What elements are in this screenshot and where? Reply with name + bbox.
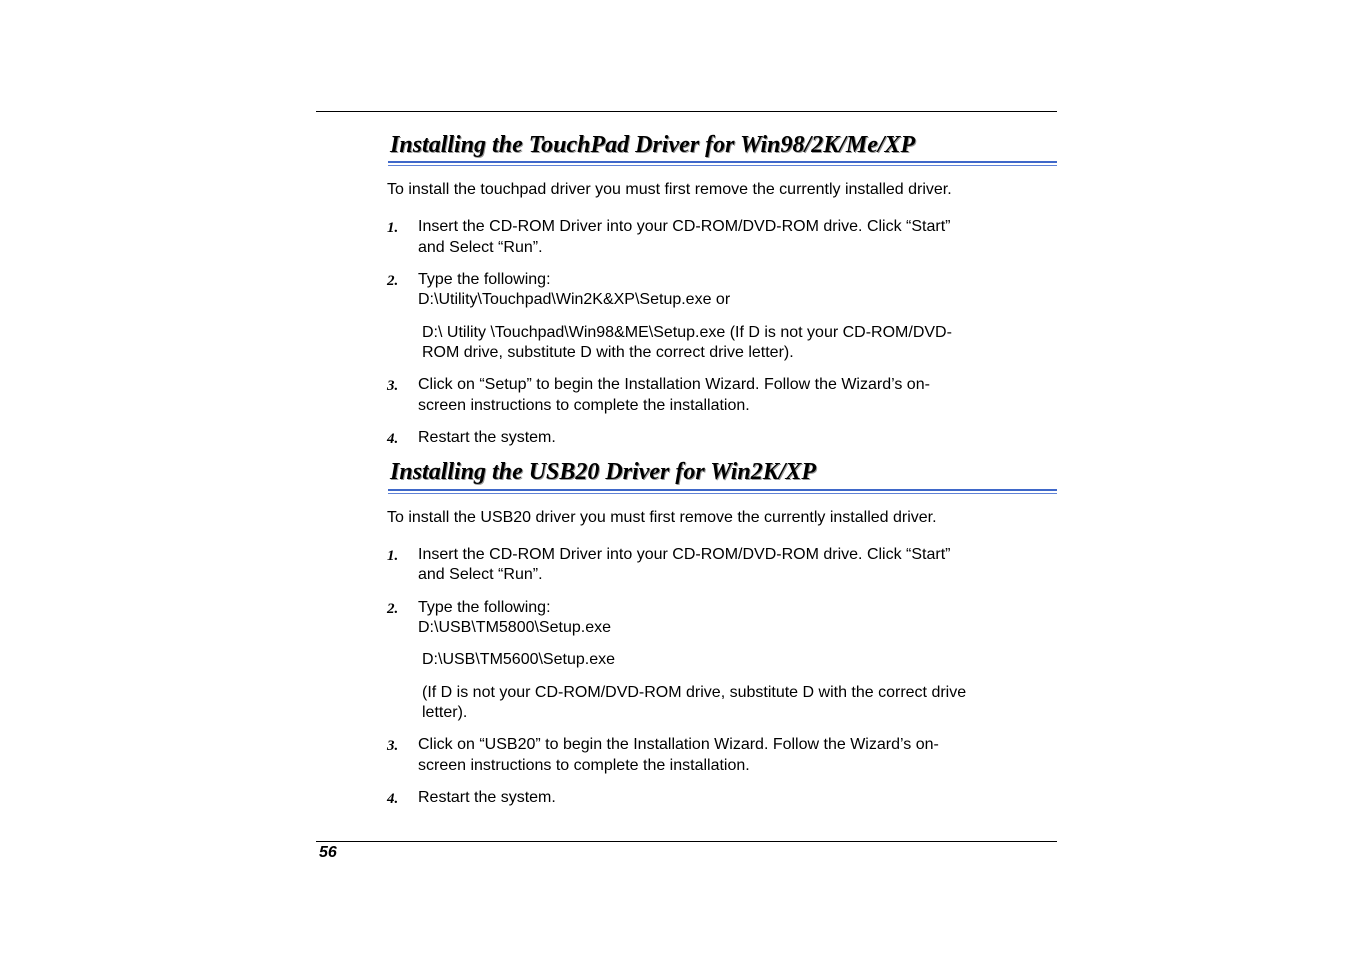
step-number: 3. [387,378,399,394]
step-note: ROM drive, substitute D with the correct drive letter). [422,344,794,361]
step-number: 3. [387,738,399,754]
step-text: Click on “USB20” to begin the Installation Wizard. Follow the Wizard’s on- [418,736,939,753]
section-title-touchpad: Installing the TouchPad Driver for Win98/2K/Me/XP [390,132,916,158]
step-text: Insert the CD-ROM Driver into your CD-ROM/DVD-ROM drive. Click “Start” [418,218,951,235]
step-path: D:\Utility\Touchpad\Win2K&XP\Setup.exe or [418,291,731,308]
step-text: screen instructions to complete the installation. [418,397,750,414]
step-text: Click on “Setup” to begin the Installation Wizard. Follow the Wizard’s on- [418,376,930,393]
step-path: D:\USB\TM5800\Setup.exe [418,619,611,636]
step-text: Insert the CD-ROM Driver into your CD-ROM/DVD-ROM drive. Click “Start” [418,546,951,563]
step-note: (If D is not your CD-ROM/DVD-ROM drive, substitute D with the correct drive [422,684,967,701]
step-number: 2. [387,273,399,289]
section-title-usb20: Installing the USB20 Driver for Win2K/XP [390,459,817,485]
step-number: 1. [387,548,399,564]
section-intro: To install the USB20 driver you must first remove the currently installed driver. [387,509,937,526]
title-underline-thin [388,493,1057,494]
step-text: screen instructions to complete the installation. [418,757,750,774]
title-underline-thin [388,165,1057,166]
step-number: 4. [387,431,399,447]
step-text: Type the following: [418,599,551,616]
footer-rule [316,841,1057,842]
step-note: letter). [422,704,468,721]
step-note: D:\ Utility \Touchpad\Win98&ME\Setup.exe (If D is not your CD-ROM/DVD- [422,324,952,341]
step-text: and Select “Run”. [418,566,543,583]
step-text: and Select “Run”. [418,239,543,256]
page-number: 56 [319,844,337,861]
header-rule [316,111,1057,112]
step-number: 2. [387,601,399,617]
step-number: 4. [387,791,399,807]
section-intro: To install the touchpad driver you must first remove the currently installed driver. [387,181,952,198]
title-underline [388,161,1057,163]
step-text: Type the following: [418,271,551,288]
step-text: Restart the system. [418,429,556,446]
title-underline [388,489,1057,491]
step-path: D:\USB\TM5600\Setup.exe [422,651,615,668]
step-text: Restart the system. [418,789,556,806]
step-number: 1. [387,220,399,236]
